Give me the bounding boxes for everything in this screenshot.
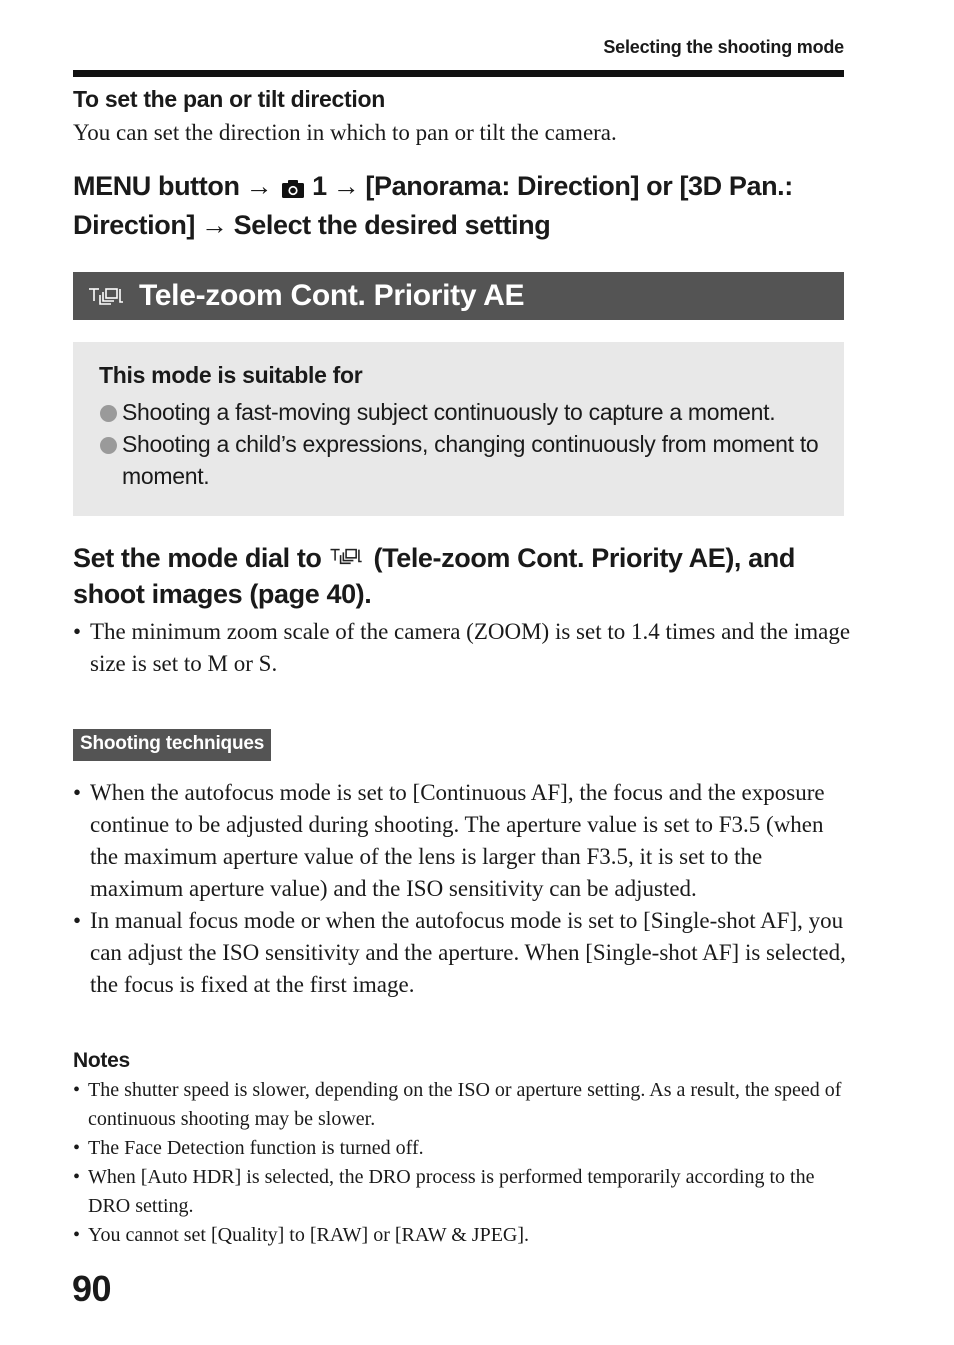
- menu-path-part2: 1: [312, 171, 327, 201]
- list-item: • You cannot set [Quality] to [RAW] or [RAW & JPEG].: [73, 1221, 853, 1250]
- menu-path: [73, 168, 863, 243]
- shooting-techniques-label: Shooting techniques: [73, 729, 271, 761]
- menu-path-part4: Select the desired setting: [233, 210, 551, 240]
- suitable-title: This mode is suitable for: [99, 362, 363, 388]
- suitable-item: Shooting a fast-moving subject continuously to capture a moment.: [99, 396, 819, 428]
- bullet-dot-icon: [100, 437, 117, 454]
- pan-tilt-heading: To set the pan or tilt direction: [73, 86, 385, 112]
- suitable-box: [73, 342, 844, 516]
- suitable-item: Shooting a child’s expressions, changing continuously from moment to moment.: [99, 428, 819, 492]
- step-text-after: (Tele-zoom Cont. Priority AE), and shoot images (page 40).: [73, 543, 795, 609]
- list-item: • When the autofocus mode is set to [Continuous AF], the focus and the exposure continue to be adjusted during shooting. The aperture value is set to F3.5 (when the maximum aperture value of the lens is larger than F3.5, it is set to the maximum aperture value) and the ISO sensitivity can be adjusted.: [73, 777, 853, 905]
- header-rule: [73, 70, 844, 77]
- list-item: • The shutter speed is slower, depending on the ISO or aperture setting. As a result, the speed of continuous shooting may be slower.: [73, 1076, 853, 1134]
- notes-list: [73, 1076, 853, 1250]
- list-item: • In manual focus mode or when the autofocus mode is set to [Single-shot AF], you can adjust the ISO sensitivity and the aperture. When [Single-shot AF] is selected, the focus is fixed at the first image.: [73, 905, 853, 1001]
- arrow-icon: →: [332, 171, 360, 201]
- menu-path-part1: MENU button: [73, 171, 240, 201]
- running-head: Selecting the shooting mode: [603, 37, 844, 57]
- tele-zoom-continuous-icon: [328, 540, 366, 576]
- tele-zoom-continuous-icon: [87, 284, 127, 313]
- step-instruction: [73, 540, 863, 612]
- bullet-dot-icon: [100, 405, 117, 422]
- step-bullets: [73, 616, 853, 680]
- section-bar: [73, 272, 844, 320]
- list-item: • When [Auto HDR] is selected, the DRO process is performed temporarily according to the DRO setting.: [73, 1163, 853, 1221]
- arrow-icon: →: [201, 210, 228, 240]
- notes-title: Notes: [73, 1049, 130, 1072]
- list-item: • The minimum zoom scale of the camera (ZOOM) is set to 1.4 times and the image size is set to M or S.: [73, 616, 853, 680]
- list-item: • The Face Detection function is turned off.: [73, 1134, 853, 1163]
- arrow-icon: →: [245, 171, 273, 201]
- menu-path-part3: [Panorama: Direction] or [3D Pan.: Direction]: [73, 171, 793, 240]
- pan-tilt-text: You can set the direction in which to pan or tilt the camera.: [73, 120, 617, 145]
- camera-icon: [282, 171, 304, 207]
- page-number: 90: [72, 1268, 112, 1309]
- step-text-before: Set the mode dial to: [73, 543, 322, 573]
- section-title: Tele-zoom Cont. Priority AE: [139, 279, 525, 312]
- techniques-bullets: [73, 777, 853, 1001]
